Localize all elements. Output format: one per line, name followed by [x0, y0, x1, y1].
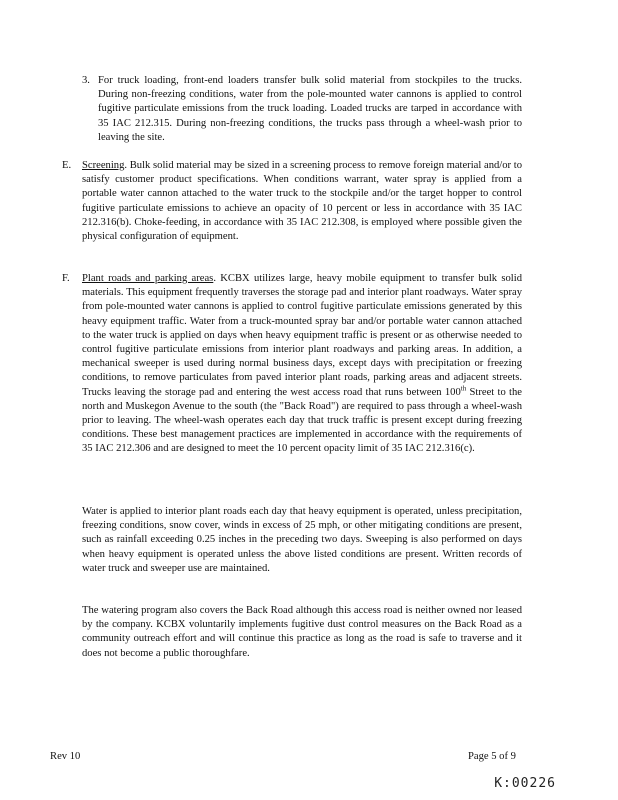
bates-stamp: K:00226 [494, 776, 556, 791]
item-f-paragraph-1 [82, 272, 522, 457]
item-f-text-b: Street to the north and Muskegon Avenue to the south (the "Back Road") are required to pass through a wheel-wash prior to leaving. The wheel-wash operates each day that truck traffic is present except during freezing conditions. These best management practices are implemented in accordance with the requirements of 35 IAC 212.306 and are designed to meet the 10 percent opacity limit of 35 IAC 212.316(c). [82, 386, 522, 455]
item-e-paragraph [82, 159, 522, 244]
item-f-para2-text: Water is applied to interior plant roads each day that heavy equipment is operated, unless precipitation, freezing conditions, snow cover, winds in excess of 25 mph, or other mitigating conditions are present, such as rainfall exceeding 0.25 inches in the preceding two days. Sweeping is also performed on days when heavy equipment is operated unless the above listed conditions are present. Written records of water truck and sweeper use are maintained. [82, 506, 522, 574]
item-f-para3-text: The watering program also covers the Back Road although this access road is neither owned nor leased by the company. KCBX voluntarily implements fugitive dust control measures on the Back Road as a community outreach effort and will continue this practice as long as the road is safe to traverse and it does not become a public thoroughfare. [82, 605, 522, 659]
item-f-letter: F. [62, 273, 70, 284]
item-f-text-a: . KCBX utilizes large, heavy mobile equipment to transfer bulk solid materials. This equipment frequently traverses the storage pad and interior plant roadways. Water spray from pole-mounted water cannons is applied to control fugitive particulate emissions generated by this heavy equipment traffic. Water from a truck-mounted spray bar and/or portable water cannon attached to the water truck is applied on days when heavy equipment traffic is present or as otherwise needed to control fugitive particulate emissions from interior plant roadways and parking areas. In addition, a mechanical sweeper is used during normal business days, except days with precipitation or freezing conditions, to remove particulates from paved interior plant roads, parking areas and adjacent streets. Trucks leaving the storage pad and entering the west access road that runs between 100 [82, 273, 522, 398]
item-f-title: Plant roads and parking areas [82, 273, 214, 284]
item-3-paragraph [98, 74, 522, 145]
revision-label: Rev 10 [50, 751, 81, 762]
item-3-number: 3. [82, 75, 90, 86]
page-number: Page 5 of 9 [468, 751, 516, 762]
item-f-superscript: th [460, 384, 467, 393]
item-f-paragraph-2 [82, 505, 522, 576]
item-f-paragraph-3 [82, 604, 522, 661]
item-3-text: For truck loading, front-end loaders transfer bulk solid material from stockpiles to the trucks. During non-freezing conditions, water from the pole-mounted water cannons is applied to control fugitive particulate emissions from the truck loading. Loaded trucks are tarped in accordance with 35 IAC 212.315. During non-freezing conditions, the trucks pass through a wheel-wash prior to leaving the site. [98, 75, 522, 143]
item-e-title: Screening [82, 160, 125, 171]
item-e-text: . Bulk solid material may be sized in a screening process to remove foreign material and/or to satisfy customer product specifications. When conditions warrant, water spray is applied from a portable water cannon attached to the water truck to the stockpile and/or the target hopper to control fugitive particulate emissions to achieve an opacity of 10 percent or less in accordance with 35 IAC 212.316(b). Choke-feeding, in accordance with 35 IAC 212.308, is employed where possible given the physical configuration of equipment. [82, 160, 522, 243]
item-e-letter: E. [62, 160, 72, 171]
